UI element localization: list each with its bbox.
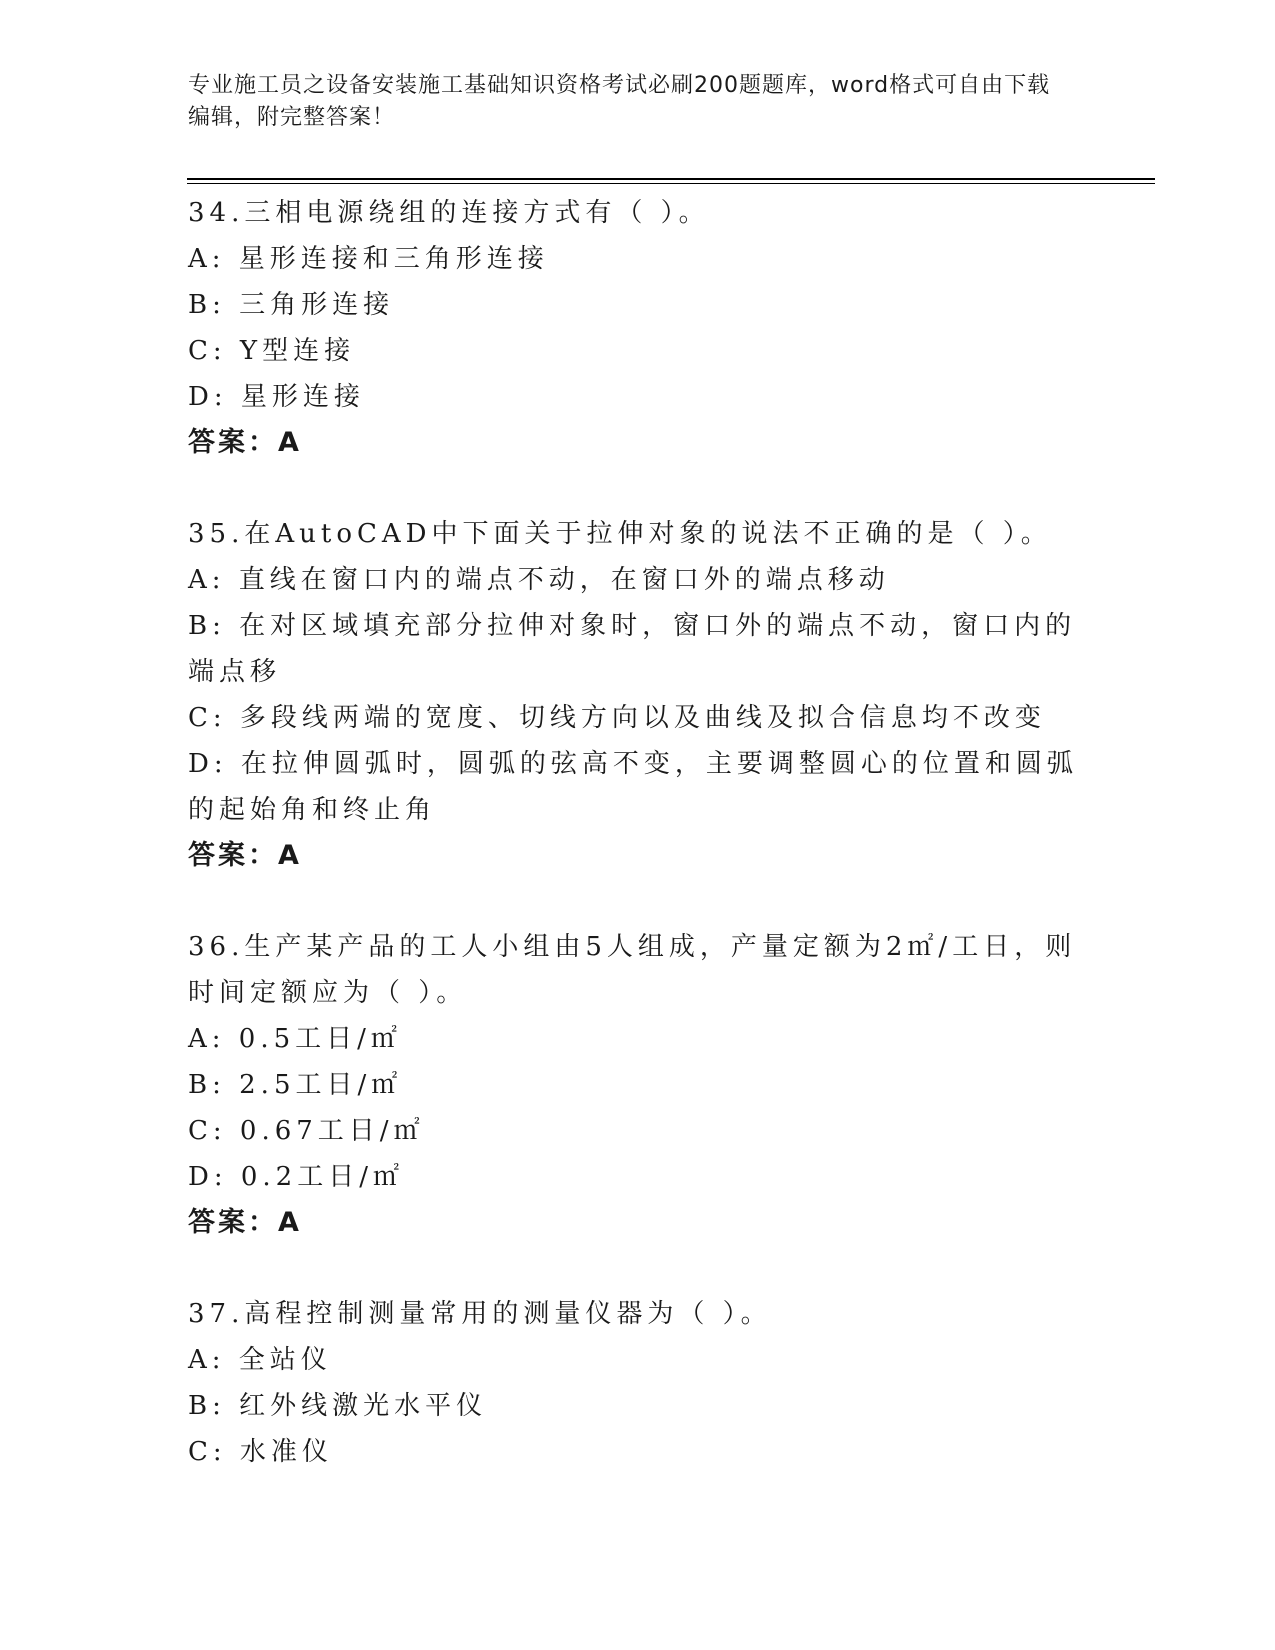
option-d: D: 0.2工日/㎡ bbox=[188, 1162, 404, 1192]
document-header: 专业施工员之设备安装施工基础知识资格考试必刷200题题库，word格式可自由下载编辑，附完整答案！ bbox=[188, 73, 1051, 130]
option-c: C: 水准仪 bbox=[188, 1437, 333, 1467]
option-a: A: 全站仪 bbox=[188, 1345, 332, 1375]
answer: 答案：A bbox=[188, 840, 302, 871]
option-b: B: 红外线激光水平仪 bbox=[188, 1391, 488, 1421]
question-list bbox=[188, 190, 1088, 1520]
answer: 答案：A bbox=[188, 427, 302, 458]
question-35 bbox=[188, 511, 1088, 879]
question-36 bbox=[188, 924, 1088, 1246]
option-b: B: 三角形连接 bbox=[188, 290, 395, 320]
question-stem: 34.三相电源绕组的连接方式有（ ）。 bbox=[188, 198, 710, 228]
question-37 bbox=[188, 1291, 1088, 1475]
question-stem: 35.在AutoCAD中下面关于拉伸对象的说法不正确的是（ ）。 bbox=[188, 519, 1052, 549]
option-d: D: 星形连接 bbox=[188, 382, 365, 412]
option-a: A: 星形连接和三角形连接 bbox=[188, 244, 549, 274]
option-c: C: 0.67工日/㎡ bbox=[188, 1116, 425, 1146]
question-stem: 36.生产某产品的工人小组由5人组成，产量定额为2㎡/工日，则时间定额应为（ ）。 bbox=[188, 932, 1077, 1008]
option-b: B: 2.5工日/㎡ bbox=[188, 1070, 403, 1100]
header-rule-thin bbox=[187, 183, 1155, 184]
header-rule-thick bbox=[187, 178, 1155, 180]
option-d: D: 在拉伸圆弧时，圆弧的弦高不变，主要调整圆心的位置和圆弧的起始角和终止角 bbox=[188, 749, 1078, 825]
option-c: C: 多段线两端的宽度、切线方向以及曲线及拟合信息均不改变 bbox=[188, 703, 1046, 733]
option-c: C: Y型连接 bbox=[188, 336, 356, 366]
option-a: A: 0.5工日/㎡ bbox=[188, 1024, 402, 1054]
question-stem: 37.高程控制测量常用的测量仪器为（ ）。 bbox=[188, 1299, 772, 1329]
option-a: A: 直线在窗口内的端点不动，在窗口外的端点移动 bbox=[188, 565, 890, 595]
answer: 答案：A bbox=[188, 1207, 302, 1238]
question-34 bbox=[188, 190, 1088, 466]
option-b: B: 在对区域填充部分拉伸对象时，窗口外的端点不动，窗口内的端点移 bbox=[188, 611, 1077, 687]
